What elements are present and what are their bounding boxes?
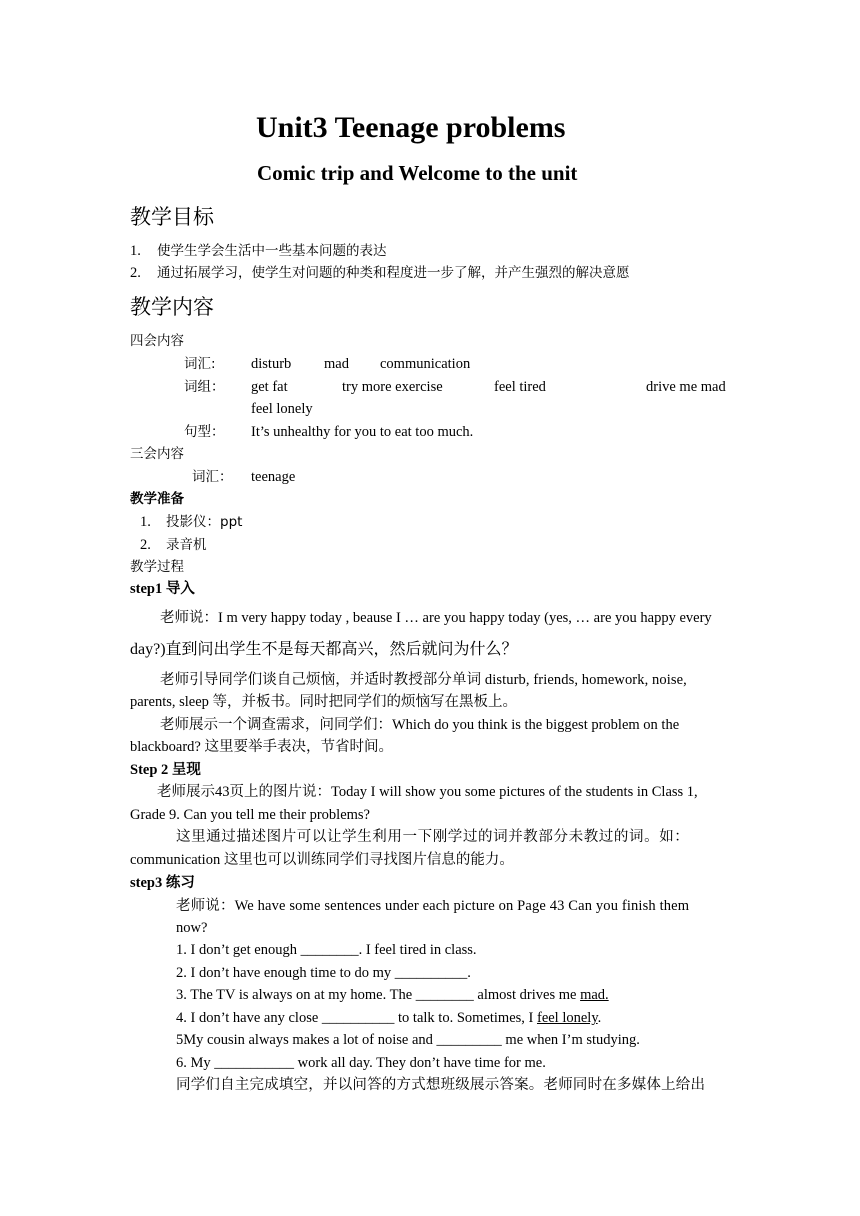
content-heading: 教学内容 [130,295,214,319]
exercise-4-period: . [597,1010,602,1026]
step2-label: Step 2 呈现 [130,762,201,778]
step3-closing: 同学们自主完成填空，并以问答的方式想班级展示答案。老师同时在多媒体上给出 [176,1077,706,1093]
prep-item-2-num: 2. [140,537,151,553]
phrase-item: try more exercise [342,379,443,395]
step2-paragraph-1-cont: Grade 9. Can you tell me their problems? [130,807,370,823]
process-heading: 教学过程 [130,559,184,575]
vocab-word: mad [324,356,349,372]
prep-item-2: 录音机 [166,537,207,553]
prep-item-1: 投影仪：ppt [166,514,243,530]
three-level-label: 三会内容 [130,446,184,462]
step1-paragraph-2-cont: parents, sleep 等，并板书。同时把同学们的烦恼写在黑板上。 [130,694,518,710]
page-title: Unit3 Teenage problems [256,111,566,144]
four-level-label: 四会内容 [130,333,184,349]
step1-paragraph-3: 老师展示一个调查需求，问同学们：Which do you think is the biggest problem on the [160,717,680,733]
phrase-item: feel lonely [251,401,313,417]
step2-paragraph-2: 这里通过描述图片可以让学生利用一下刚学过的词并教部分未教过的词。如： [176,829,690,845]
step1-paragraph-3-cont: blackboard? 这里要举手表决，节省时间。 [130,739,393,755]
step2-paragraph-2-cont: communication 这里也可以训练同学们寻找图片信息的能力。 [130,852,514,868]
exercise-5: 5My cousin always makes a lot of noise and _________ me when I’m studying. [176,1032,640,1048]
step2-paragraph-1: 老师展示43页上的图片说：Today I will show you some pictures of the students in Class 1, [157,784,698,800]
goal-item-2: 通过拓展学习，使学生对问题的种类和程度进一步了解，并产生强烈的解决意愿 [157,265,630,281]
exercise-4 [176,1009,601,1027]
page-subtitle: Comic trip and Welcome to the unit [257,161,578,185]
phrase-item: feel tired [494,379,546,395]
step3-paragraph-1: 老师说：We have some sentences under each picture on Page 43 Can you finish them [176,898,690,914]
goal-item-1: 使学生学会生活中一些基本问题的表达 [157,243,387,259]
vocab-word: disturb [251,356,292,372]
phrase-item: get fat [251,379,288,395]
step1-paragraph-2: 老师引导同学们谈自己烦恼，并适时教授部分单词 disturb, friends, homework, noise, [160,672,687,688]
phrase-item: drive me mad [646,379,726,395]
sentence-label: 句型： [184,424,225,440]
step1-paragraph-1-cont: day?)直到问出学生不是每天都高兴，然后就问为什么？ [130,641,518,658]
step1-paragraph-1: 老师说：I m very happy today , beause I … are you happy today (yes, … are you happy every [160,610,712,626]
vocab-word: communication [380,356,471,372]
exercise-4-text: 4. I don’t have any close __________ to talk to. Sometimes, I [176,1010,537,1026]
goal-item-2-num: 2. [130,265,141,281]
exercise-4-underlined: feel lonely [536,1010,598,1026]
prep-heading: 教学准备 [130,491,184,507]
goal-item-1-num: 1. [130,243,141,259]
step3-paragraph-1-cont: now? [176,920,208,936]
exercise-3-text: 3. The TV is always on at my home. The ________ almost drives me [176,987,581,1003]
exercise-6: 6. My ___________ work all day. They don’t have time for me. [176,1055,546,1071]
prep-item-1-num: 1. [140,514,151,530]
step1-label: step1 导入 [130,581,195,597]
sentence-pattern: It’s unhealthy for you to eat too much. [251,424,474,440]
step3-label: step3 练习 [130,875,195,891]
phrase-label: 词组： [184,379,225,395]
exercise-2: 2. I don’t have enough time to do my __________. [176,965,471,981]
three-vocab-word: teenage [251,469,296,485]
exercise-3-underlined: mad. [580,987,609,1003]
goals-heading: 教学目标 [130,205,214,229]
exercise-3 [176,986,609,1004]
vocab-label: 词汇: [184,356,216,372]
three-vocab-label: 词汇： [192,469,233,485]
exercise-1: 1. I don’t get enough ________. I feel tired in class. [176,942,477,958]
